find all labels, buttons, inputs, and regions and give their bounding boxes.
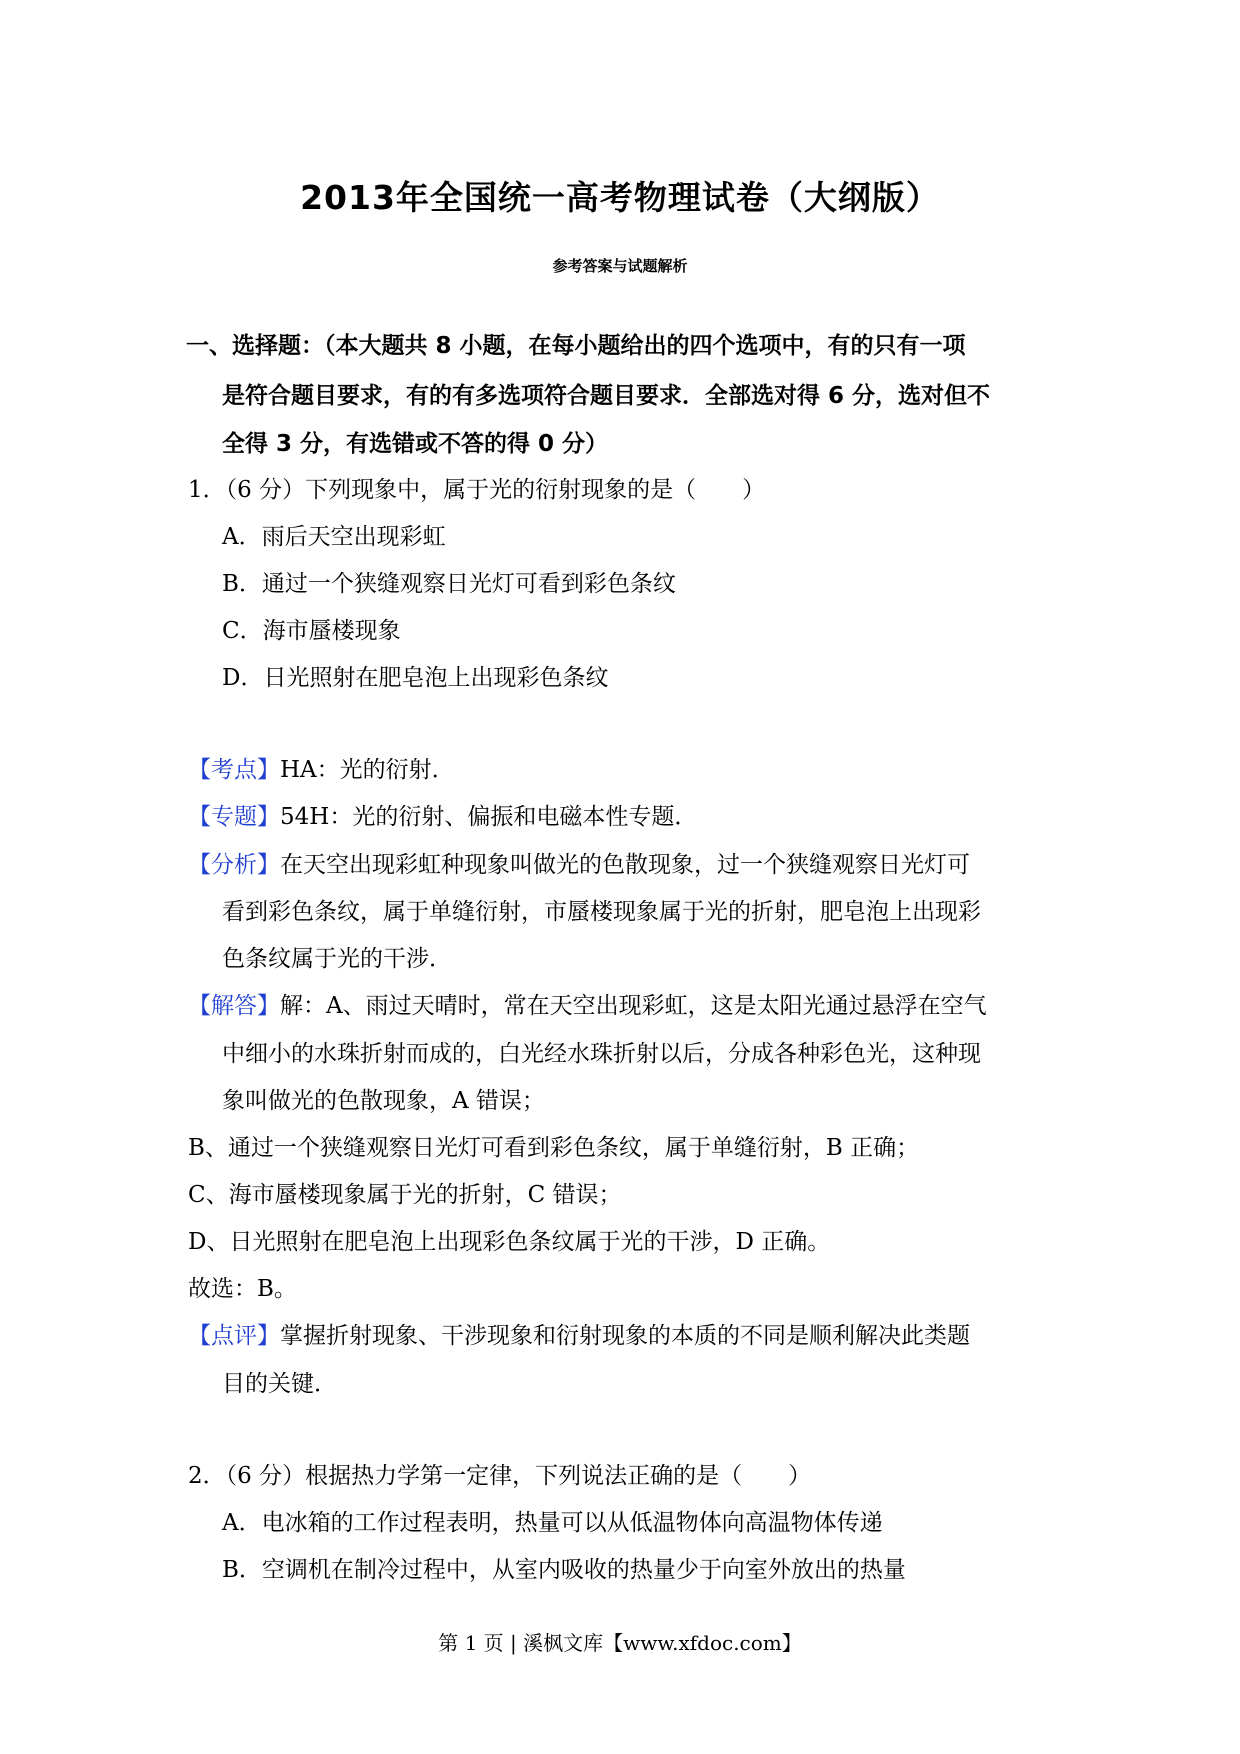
- dianping-row: [188, 1321, 970, 1351]
- dianping-text-2: 目的关键．: [222, 1371, 337, 1397]
- zhuanti-row: [188, 802, 697, 832]
- jieda-text-3: 象叫做光的色散现象，A 错误；: [222, 1088, 545, 1114]
- zhuanti-text: 54H：光的衍射、偏振和电磁本性专题．: [280, 804, 698, 830]
- question-2-option-a: A．电冰箱的工作过程表明，热量可以从低温物体向高温物体传递: [222, 1510, 883, 1536]
- page-footer: 第 1 页 | 溪枫文库【www.xfdoc.com】: [438, 1631, 802, 1655]
- question-2-option-b: B．空调机在制冷过程中，从室内吸收的热量少于向室外放出的热量: [222, 1557, 906, 1583]
- section-heading-line-3: 全得 3 分，有选错或不答的得 0 分）: [222, 431, 609, 457]
- question-1-option-c: C．海市蜃楼现象: [222, 618, 401, 644]
- fenxi-text-1: 在天空出现彩虹种现象叫做光的色散现象，过一个狭缝观察日光灯可: [280, 852, 970, 878]
- dianping-text-1: 掌握折射现象、干涉现象和衍射现象的本质的不同是顺利解决此类题: [280, 1323, 970, 1349]
- jieda-row: [188, 991, 987, 1021]
- section-heading-line-1: 一、选择题：（本大题共 8 小题，在每小题给出的四个选项中，有的只有一项: [186, 333, 966, 359]
- jieda-option-b: B、通过一个狭缝观察日光灯可看到彩色条纹，属于单缝衍射，B 正确；: [188, 1135, 920, 1161]
- fenxi-row: [188, 850, 970, 880]
- question-1-option-b: B．通过一个狭缝观察日光灯可看到彩色条纹: [222, 571, 676, 597]
- jieda-option-d: D、日光照射在肥皂泡上出现彩色条纹属于光的干涉，D 正确。: [188, 1229, 831, 1255]
- fenxi-text-2: 看到彩色条纹，属于单缝衍射，市蜃楼现象属于光的折射，肥皂泡上出现彩: [222, 899, 981, 925]
- kaodian-tag: 【考点】: [188, 757, 280, 783]
- fenxi-text-3: 色条纹属于光的干涉．: [222, 946, 452, 972]
- question-1-option-d: D．日光照射在肥皂泡上出现彩色条纹: [222, 665, 609, 691]
- kaodian-text: HA：光的衍射．: [280, 757, 455, 783]
- jieda-option-c: C、海市蜃楼现象属于光的折射，C 错误；: [188, 1182, 622, 1208]
- question-1-stem: 1．（6 分）下列现象中，属于光的衍射现象的是（ ）: [188, 477, 766, 503]
- page-subtitle: 参考答案与试题解析: [552, 257, 688, 275]
- jieda-tag: 【解答】: [188, 993, 280, 1019]
- jieda-text-1: 解：A、雨过天晴时，常在天空出现彩虹，这是太阳光通过悬浮在空气: [280, 993, 987, 1019]
- section-heading-line-2: 是符合题目要求，有的有多选项符合题目要求．全部选对得 6 分，选对但不: [222, 383, 991, 409]
- question-2-stem: 2．（6 分）根据热力学第一定律，下列说法正确的是（ ）: [188, 1463, 812, 1489]
- answer-line: 故选：B。: [188, 1276, 297, 1302]
- kaodian-row: [188, 755, 455, 785]
- fenxi-tag: 【分析】: [188, 852, 280, 878]
- question-1-option-a: A．雨后天空出现彩虹: [222, 524, 446, 550]
- zhuanti-tag: 【专题】: [188, 804, 280, 830]
- page-title: 2013年全国统一高考物理试卷（大纲版）: [300, 178, 940, 217]
- jieda-text-2: 中细小的水珠折射而成的，白光经水珠折射以后，分成各种彩色光，这种现: [222, 1041, 981, 1067]
- dianping-tag: 【点评】: [188, 1323, 280, 1349]
